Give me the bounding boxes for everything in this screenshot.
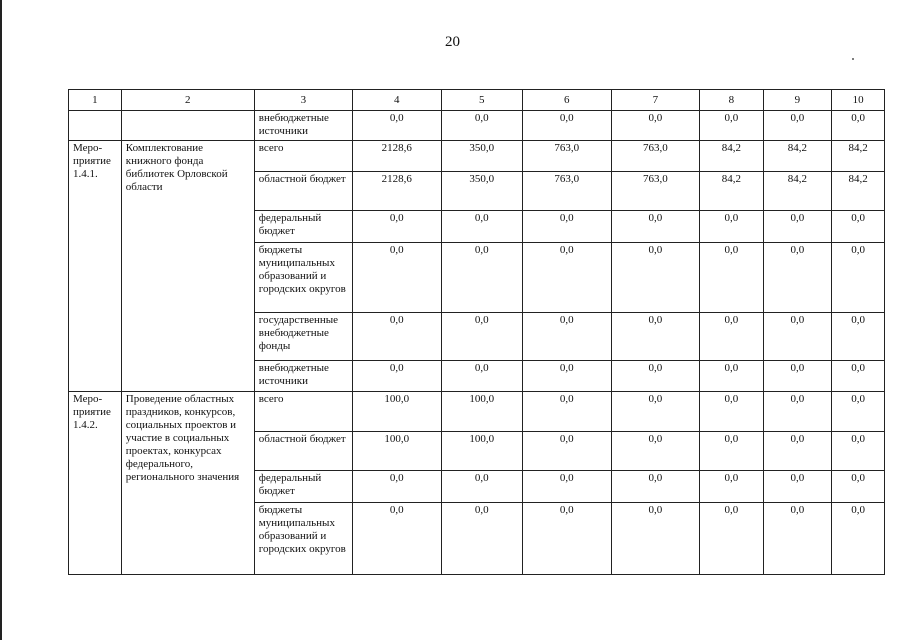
value-cell: 350,0 — [441, 172, 522, 211]
measure-label-cell — [69, 111, 122, 141]
column-header-2: 2 — [121, 90, 254, 111]
value-cell: 0,0 — [352, 243, 441, 313]
funding-source-cell: бюджеты муниципальных образований и городских округов — [254, 503, 352, 575]
table-row — [69, 141, 885, 172]
value-cell: 0,0 — [700, 432, 763, 471]
value-cell: 0,0 — [611, 432, 700, 471]
value-cell: 0,0 — [522, 361, 611, 392]
value-cell: 0,0 — [763, 211, 832, 243]
value-cell: 84,2 — [763, 141, 832, 172]
funding-source-cell: бюджеты муниципальных образований и городских округов — [254, 243, 352, 313]
measure-label-cell: Меро-приятие 1.4.2. — [69, 392, 122, 575]
value-cell: 350,0 — [441, 141, 522, 172]
value-cell: 84,2 — [700, 141, 763, 172]
value-cell: 0,0 — [763, 471, 832, 503]
page-number: 20 — [445, 34, 460, 50]
value-cell: 0,0 — [352, 313, 441, 361]
value-cell: 0,0 — [352, 211, 441, 243]
funding-source-cell: внебюджетные источники — [254, 361, 352, 392]
value-cell: 0,0 — [611, 471, 700, 503]
funding-source-cell: государственные внебюджетные фонды — [254, 313, 352, 361]
value-cell: 0,0 — [700, 471, 763, 503]
value-cell: 0,0 — [763, 313, 832, 361]
value-cell: 0,0 — [832, 432, 885, 471]
table-row — [69, 392, 885, 432]
value-cell: 0,0 — [763, 243, 832, 313]
value-cell: 763,0 — [611, 172, 700, 211]
value-cell: 0,0 — [352, 471, 441, 503]
column-header-3: 3 — [254, 90, 352, 111]
value-cell: 0,0 — [763, 111, 832, 141]
value-cell: 0,0 — [522, 111, 611, 141]
value-cell: 100,0 — [352, 432, 441, 471]
measure-label-cell: Меро-приятие 1.4.1. — [69, 141, 122, 392]
value-cell: 0,0 — [700, 392, 763, 432]
value-cell: 0,0 — [611, 503, 700, 575]
value-cell: 0,0 — [352, 503, 441, 575]
value-cell: 0,0 — [832, 111, 885, 141]
value-cell: 0,0 — [763, 392, 832, 432]
funding-source-cell: областной бюджет — [254, 432, 352, 471]
value-cell: 0,0 — [352, 361, 441, 392]
value-cell: 0,0 — [522, 432, 611, 471]
value-cell: 2128,6 — [352, 172, 441, 211]
value-cell: 0,0 — [832, 471, 885, 503]
value-cell: 0,0 — [441, 111, 522, 141]
value-cell: 0,0 — [441, 471, 522, 503]
column-header-1: 1 — [69, 90, 122, 111]
value-cell: 100,0 — [441, 392, 522, 432]
value-cell: 0,0 — [763, 432, 832, 471]
value-cell: 0,0 — [522, 503, 611, 575]
funding-source-cell: областной бюджет — [254, 172, 352, 211]
column-header-6: 6 — [522, 90, 611, 111]
value-cell: 0,0 — [832, 392, 885, 432]
column-header-5: 5 — [441, 90, 522, 111]
value-cell: 0,0 — [611, 392, 700, 432]
value-cell: 0,0 — [700, 243, 763, 313]
value-cell: 0,0 — [522, 471, 611, 503]
value-cell: 2128,6 — [352, 141, 441, 172]
value-cell: 0,0 — [611, 313, 700, 361]
column-header-7: 7 — [611, 90, 700, 111]
funding-source-cell: федеральный бюджет — [254, 471, 352, 503]
measure-name-cell: Проведение областных праздников, конкурсов, социальных проектов и участие в социальных проектах, конкурсах федерального, регионального значения — [121, 392, 254, 575]
value-cell: 0,0 — [832, 243, 885, 313]
page-edge — [0, 0, 2, 640]
value-cell: 100,0 — [441, 432, 522, 471]
value-cell: 0,0 — [763, 361, 832, 392]
value-cell: 0,0 — [700, 503, 763, 575]
funding-source-cell: внебюджетные источники — [254, 111, 352, 141]
measure-name-cell — [121, 111, 254, 141]
value-cell: 0,0 — [700, 211, 763, 243]
value-cell: 0,0 — [352, 111, 441, 141]
value-cell: 0,0 — [441, 503, 522, 575]
budget-table — [68, 89, 885, 575]
value-cell: 84,2 — [832, 141, 885, 172]
value-cell: 0,0 — [832, 503, 885, 575]
value-cell: 0,0 — [522, 392, 611, 432]
column-header-10: 10 — [832, 90, 885, 111]
value-cell: 0,0 — [832, 313, 885, 361]
value-cell: 0,0 — [763, 503, 832, 575]
value-cell: 0,0 — [700, 111, 763, 141]
value-cell: 0,0 — [522, 313, 611, 361]
funding-source-cell: всего — [254, 392, 352, 432]
value-cell: 763,0 — [522, 141, 611, 172]
value-cell: 0,0 — [832, 211, 885, 243]
value-cell: 0,0 — [441, 313, 522, 361]
value-cell: 763,0 — [522, 172, 611, 211]
value-cell: 0,0 — [441, 243, 522, 313]
column-header-8: 8 — [700, 90, 763, 111]
column-header-9: 9 — [763, 90, 832, 111]
table-row — [69, 111, 885, 141]
header-row — [69, 90, 885, 111]
value-cell: 84,2 — [763, 172, 832, 211]
value-cell: 0,0 — [611, 211, 700, 243]
value-cell: 0,0 — [441, 211, 522, 243]
value-cell: 0,0 — [700, 361, 763, 392]
funding-source-cell: федеральный бюджет — [254, 211, 352, 243]
value-cell: 763,0 — [611, 141, 700, 172]
measure-name-cell: Комплектование книжного фонда библиотек Орловской области — [121, 141, 254, 392]
value-cell: 0,0 — [522, 243, 611, 313]
value-cell: 84,2 — [832, 172, 885, 211]
value-cell: 0,0 — [611, 243, 700, 313]
column-header-4: 4 — [352, 90, 441, 111]
value-cell: 0,0 — [832, 361, 885, 392]
funding-source-cell: всего — [254, 141, 352, 172]
value-cell: 100,0 — [352, 392, 441, 432]
value-cell: 0,0 — [522, 211, 611, 243]
scan-speck — [852, 58, 854, 60]
value-cell: 0,0 — [700, 313, 763, 361]
value-cell: 0,0 — [441, 361, 522, 392]
value-cell: 84,2 — [700, 172, 763, 211]
value-cell: 0,0 — [611, 111, 700, 141]
value-cell: 0,0 — [611, 361, 700, 392]
